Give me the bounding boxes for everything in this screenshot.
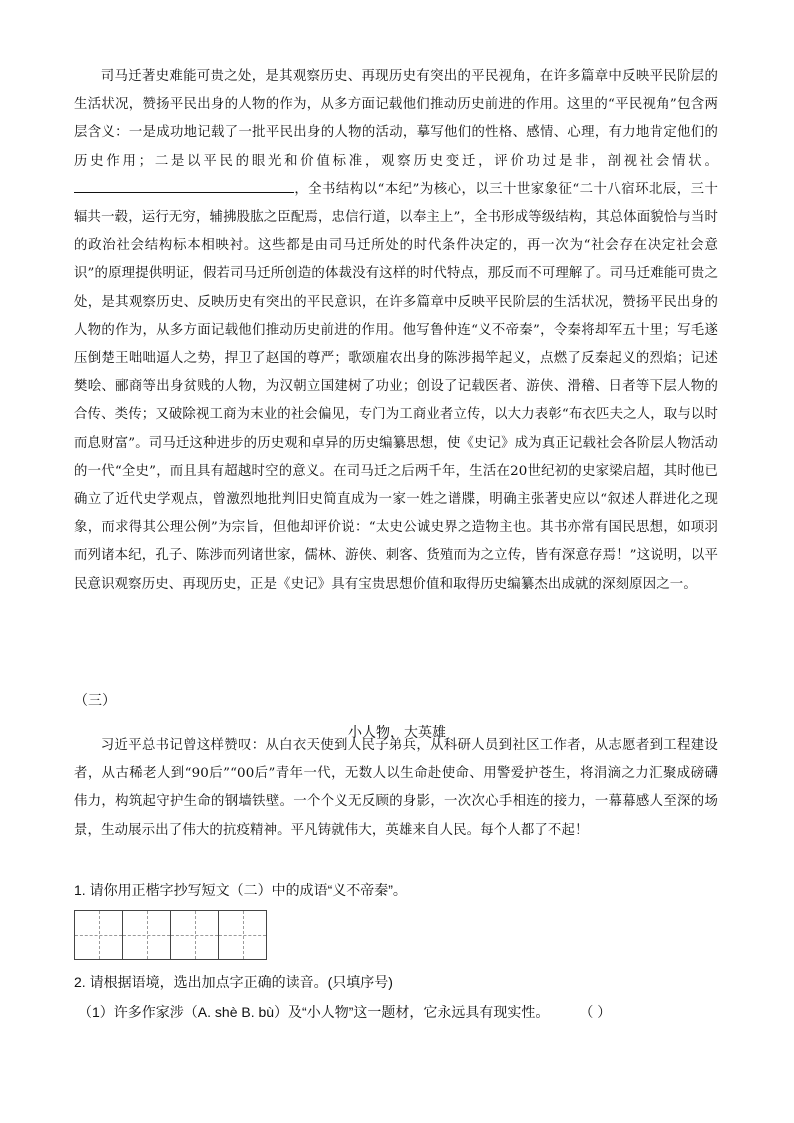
passage-2-rest: ，全书结构以“本纪”为核心，以三十世家象征“二十八宿环北辰，三十辐共一毂，运行无穷，辅拂股肱之臣配焉，忠信行道，以奉主上”，全书形成等级结构，其总体面貌恰与当时的政治社会结构标本相映衬。这些都是由司马迁所处的时代条件决定的，再一次为“社会存在决定社会意识”的原理提供明证，假若司马迁所创造的体裁没有这样的时代特点，那反而不可理解了。司马迁难能可贵之处，是其观察历史、反映历史有突出的平民意识，在许多篇章中反映平民阶层的生活状况，赞扬平民出身的人物的作为，从多方面记载他们推动历史前进的作用。他写鲁仲连“义不帝秦”，令秦将却军五十里；写毛遂压倒楚王咄咄逼人之势，捍卫了赵国的尊严；歌颂雇农出身的陈涉揭竿起义，点燃了反秦起义的烈焰；记述樊哙、郦商等出身贫贱的人物，为汉朝立国建树了功业；创设了记载医者、游侠、滑稽、日者等下层人物的合传、类传；又破除视工商为末业的社会偏见，专门为工商业者立传，以大力表彰“布衣匹夫之人，取与以时而息财富”。司马迁这种进步的历史观和卓异的历史编纂思想，使《史记》成为真正记载社会各阶层人物活动的一代“全史”，而且具有超越时空的意义。在司马迁之后两千年，生活在20世纪初的史家梁启超，其时他已确立了近代史学观点，曾激烈地批判旧史简直成为一家一姓之谱牒，明确主张著史应以“叙述人群进化之现象，而求得其公理公例”为宗旨，但他却评价说：“太史公诚史界之造物主也。其书亦常有国民思想，如项羽而列诸本纪，孔子、陈涉而列诸世家，儒林、游侠、刺客、货殖而为之立传，皆有深意存焉！”这说明，以平民意识观察历史、再现历史，正是《史记》具有宝贵思想价值和取得历史编纂杰出成就的深刻原因之一。 xyxy=(74,181,718,592)
section-label: （三） xyxy=(74,692,116,708)
passage-3-title: 小人物，大英雄 xyxy=(348,724,446,740)
grid-cell[interactable] xyxy=(171,911,219,959)
writing-grid[interactable] xyxy=(74,910,267,960)
question-2-1 xyxy=(78,1002,611,1022)
grid-cell[interactable] xyxy=(75,911,123,959)
question-1: 1. 请你用正楷字抄写短文（二）中的成语“义不帝秦”。 xyxy=(74,882,407,898)
question-2: 2. 请根据语境，选出加点字正确的读音。(只填序号) xyxy=(74,974,393,990)
passage-2-intro: 司马迁著史难能可贵之处，是其观察历史、再现历史有突出的平民视角，在许多篇章中反映平民阶层的生活状况，赞扬平民出身的人物的作为，从多方面记载他们推动历史前进的作用。这里的“平民视角”包含两层含义：一是成功地记载了一批平民出身的人物的活动，摹写他们的性格、感情、心理，有力地肯定他们的历史作用；二是以平民的眼光和价值标准，观察历史变迁，评价功过是非，剖视社会情 xyxy=(74,69,718,169)
passage-2-paragraph xyxy=(74,63,718,599)
passage-3-paragraph: 习近平总书记曾这样赞叹：从白衣天使到人民子弟兵，从科研人员到社区工作者，从志愿者到工程建设者，从古稀老人到“90后”“00后”青年一代，无数人以生命赴使命、用警爱护苍生，将涓滴之力汇聚成磅礴伟力，构筑起守护生命的钢墙铁壁。一个个义无反顾的身影，一次次心手相连的接力，一幕幕感人至深的场景，生动展示出了伟大的抗疫精神。平凡铸就伟大，英雄来自人民。每个人都了不起！ xyxy=(74,738,718,838)
answer-parentheses[interactable]: （ ） xyxy=(579,1004,612,1020)
grid-cell[interactable] xyxy=(123,911,171,959)
question-2-1-text: （1）许多作家涉（A. shè B. bù）及“小人物”这一题材，它永远具有现实性。 xyxy=(78,1004,550,1020)
fill-blank[interactable] xyxy=(74,180,294,193)
passage-2-line5-start: 状。 xyxy=(688,153,718,169)
grid-cell[interactable] xyxy=(219,911,267,959)
